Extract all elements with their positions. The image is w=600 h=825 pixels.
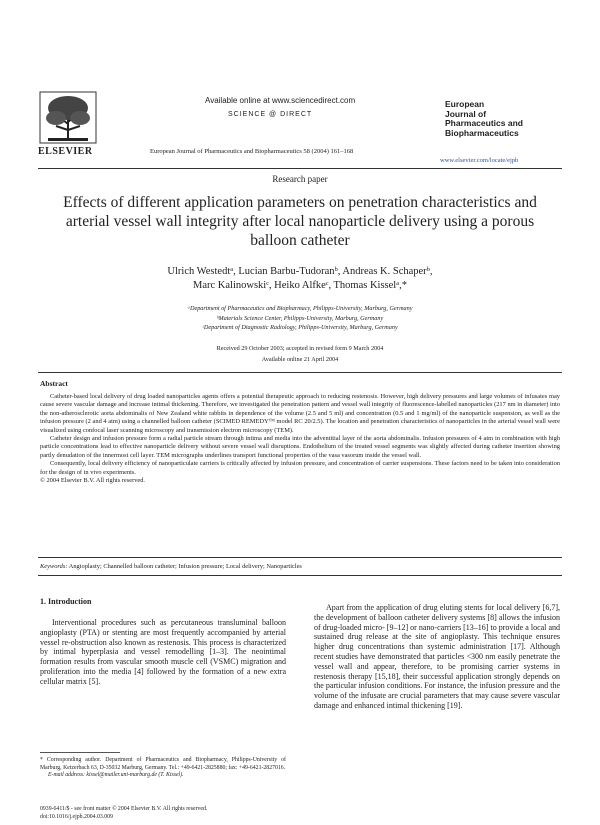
abstract-body xyxy=(40,393,560,485)
abstract-top-divider xyxy=(38,372,562,373)
affiliations xyxy=(60,304,540,333)
body-paragraph: Apart from the application of drug eluting stents for local delivery [6,7], the development of balloon catheter delivery systems [8] allows the infusion of drug-loaded micro- [9–12] or nano-carriers [13–16] to provide a local and sustained drug release at the site of angioplasty. This technique ensures higher drug concentrations than systemic administration [17]. Although recent studies have demonstrated that particles <300 nm easily penetrate the vessel wall and appear, therefore, to be promising carrier systems in restenosis therapy [15,18], their successful application strongly depends on the particular infusion conditions. For instance, the infusion pressure and the volume of the infusate are crucial parameters that may cause severe vascular damage and enhanced intimal thickening [19]. xyxy=(314,603,560,710)
abstract-heading: Abstract xyxy=(40,379,68,388)
body-paragraph: Interventional procedures such as percutaneous transluminal balloon angioplasty (PTA) or stenting are most frequently accompanied by arterial vessel re-obstruction also known as restenosis. This process is characterized by intimal hyperplasia and vessel remodelling [1–3]. The neointimal formation results from vascular smooth muscle cell (VSMC) migration and proliferation into the media [4] followed by the formation of a new extra cellular matrix [5]. xyxy=(40,618,286,686)
affiliation: ᵃDepartment of Pharmaceutics and Biopharmacy, Philipps-University, Marburg, Germany xyxy=(187,305,413,312)
journal-title-line: Pharmaceutics and xyxy=(445,118,523,128)
sciencedirect-logo: SCIENCE @ DIRECT xyxy=(228,111,313,118)
abstract-paragraph: Consequently, local delivery efficiency of nanoparticulate carriers is critically affected by infusion pressure, and concentration of carrier suspensions. These factors need to be taken into consideration for the design of in vivo experiments. xyxy=(40,460,560,476)
author-email: E-mail address: kissel@mailer.uni-marburg.de (T. Kissel). xyxy=(48,772,184,778)
issn-line: 0939-6411/$ - see front matter © 2004 Elsevier B.V. All rights reserved. xyxy=(40,806,208,812)
copyright-notice: © 2004 Elsevier B.V. All rights reserved. xyxy=(40,477,146,485)
keywords-divider xyxy=(38,557,562,558)
section-heading: 1. Introduction xyxy=(40,597,92,606)
abstract-paragraph: Catheter design and infusion pressure form a radial particle stream through intima and media into the adventitial layer of the aorta abdominalis. Infusion pressures of 4 atm in combination with high particle concentrations lead to effective nanoparticle delivery without severe vessel wall disruptions. Endothelium of the treated vessel segments was slightly affected during catheter insertion showing partly denudation of the innermost cell layer. TEM micrographs underlines transport functional properties of the vasa vasorum inside the vessel wall. xyxy=(40,435,560,459)
journal-citation: European Journal of Pharmaceutics and Biopharmaceutics 58 (2004) 161–168 xyxy=(150,148,354,155)
available-date: Available online 21 April 2004 xyxy=(261,356,339,363)
body-left-column xyxy=(40,618,286,687)
abstract-bottom-divider xyxy=(38,575,562,576)
body-right-column xyxy=(314,603,560,711)
corresponding-author: * Corresponding author. Department of Pharmaceutics and Biopharmacy, Philipps-University of Marburg, Ketzerbach 63, D-35032 Marburg, Germany. Tel.: +49-6421-2825880; fax: +49-6421-2827016. xyxy=(40,757,286,771)
publisher-logo-text: ELSEVIER xyxy=(38,146,93,157)
available-online: Available online at www.sciencedirect.com xyxy=(205,96,356,105)
header-divider xyxy=(38,168,562,169)
affiliation: ᶜDepartment of Diagnostic Radiology, Philipps-University, Marburg, Germany xyxy=(202,324,398,331)
keywords-label: Keywords: xyxy=(40,563,68,570)
journal-title-block xyxy=(445,100,565,138)
affiliation: ᵇMaterials Science Center, Philipps-University, Marburg, Germany xyxy=(216,314,384,322)
article-type: Research paper xyxy=(272,174,328,184)
footnote-divider xyxy=(40,752,120,753)
received-date: Received 29 October 2003; accepted in revised form 9 March 2004 xyxy=(216,345,384,352)
article-dates xyxy=(60,343,540,365)
journal-url-link[interactable]: www.elsevier.com/locate/ejpb xyxy=(440,157,519,164)
journal-title-line: Biopharmaceutics xyxy=(445,127,519,138)
abstract-paragraph: Catheter-based local delivery of drug loaded nanoparticles agents offers a potential therapeutic approach to reducing restenosis. However, high delivery pressures and large volumes of infusates may cause severe vascular damage and increase intimal thickening. Therefore, we investigated the penetration pattern and vessel wall integrity of fluorescence-labelled nanoparticles (217 nm in diameter) into the non-atherosclerotic aorta abdominalis of New Zealand white rabbits in dependence of the volume (2.5 and 5 ml) and concentration (0.5 and 1 mg/ml) of the nanoparticle suspension, as well as the infusion pressure (2 and 4 atm) using a channelled balloon catheter (SCIMED REMEDY™ model RC 20/2.5). The location and penetration characteristics of nanoparticles in the arterial vessel wall were visualized using confocal laser scanning microscopy and transmission electron microscopy (TEM). xyxy=(40,393,560,434)
journal-title-line: Journal of xyxy=(445,108,487,119)
elsevier-tree-logo xyxy=(38,90,98,145)
footnote xyxy=(40,757,286,780)
authors-line: Marc Kalinowskiᶜ, Heiko Alfkeᶜ, Thomas Kisselᵃ,* xyxy=(193,280,407,291)
article-title: Effects of different application parameters on penetration characteristics and arterial vessel wall integrity after local nanoparticle delivery using a porous balloon catheter xyxy=(63,194,537,249)
author-list xyxy=(60,265,540,293)
issn-doi xyxy=(40,806,207,821)
doi-link[interactable]: doi:10.1016/j.ejpb.2004.03.009 xyxy=(40,813,113,820)
authors-line: Ulrich Westedtᵃ, Lucian Barbu-Tudoranᵇ, Andreas K. Schaperᵇ, xyxy=(167,266,433,277)
journal-title-line: European xyxy=(445,99,485,109)
keywords-text: Angioplasty; Channelled balloon catheter; Infusion pressure; Local delivery; Nanoparticles xyxy=(68,563,302,570)
keywords-line xyxy=(40,563,302,570)
